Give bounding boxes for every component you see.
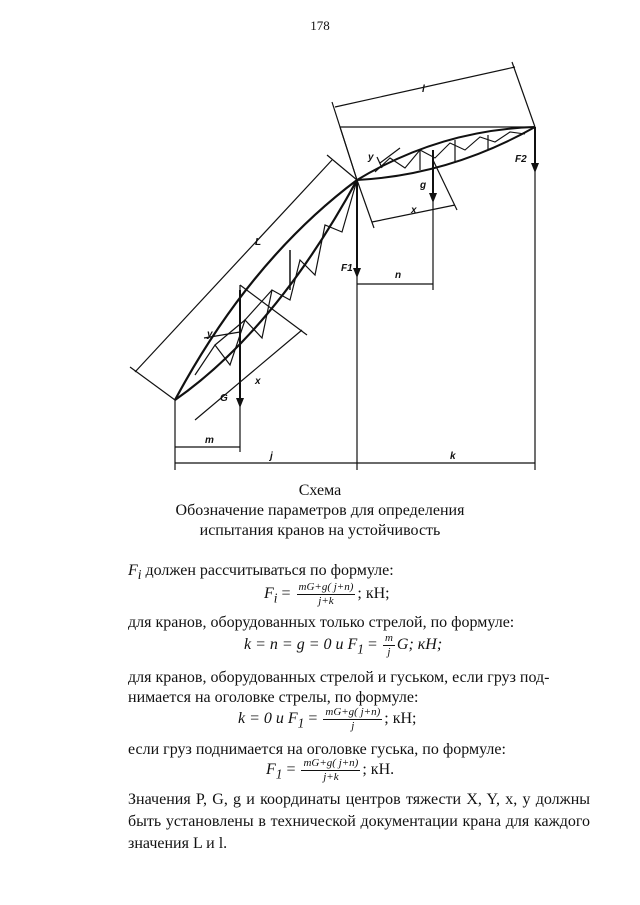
boom-jib-text-2: нимается на оголовке стрелы, по формуле: — [128, 689, 419, 706]
label-m: m — [205, 435, 214, 446]
label-F2: F2 — [515, 154, 527, 165]
label-j: j — [270, 451, 273, 462]
label-y-top: y — [368, 152, 374, 163]
L-dimension — [135, 160, 332, 372]
intro-text: $F_i$ должен рассчитываться по формуле: — [128, 562, 394, 583]
G-arrowhead — [236, 398, 244, 408]
label-x-boom: x — [255, 376, 261, 387]
caption-line-1: Обозначение параметров для определения — [175, 502, 465, 519]
label-F1: F1 — [341, 263, 353, 274]
l-dimension — [335, 67, 515, 107]
label-g: g — [420, 180, 427, 191]
caption-title: Схема — [298, 482, 342, 499]
label-G: G — [220, 393, 228, 404]
label-x-top: x — [411, 205, 417, 216]
boom-only-text: для кранов, оборудованных только стрелой, по формуле: — [128, 614, 515, 631]
caption-line-2: испытания кранов на устойчивость — [199, 522, 441, 539]
formula-2: k = n = g = 0 и $F_1$ = $\frac{m}{j}$ G; кН; — [244, 632, 443, 658]
intro-var: F — [128, 562, 138, 579]
label-l: l — [422, 84, 425, 95]
boom-jib-text-1: для кранов, оборудованных стрелой и гуськом, если груз под- — [128, 669, 550, 686]
label-y-boom: y — [207, 329, 213, 340]
formula-3: k = 0 и $F_1$ = $\frac{mG+g( j+n)}{j}$ ; кН; — [238, 706, 417, 732]
page-number: 178 — [310, 18, 330, 33]
label-k: k — [450, 451, 456, 462]
F1-arrowhead — [353, 268, 361, 278]
formula-4: $F_1$ = $\frac{mG+g( j+n)}{j+k}$ ; кН. — [266, 757, 395, 783]
label-n: n — [395, 270, 402, 281]
jib-head-text: если груз поднимается на оголовке гуська, по формуле: — [128, 741, 506, 758]
label-L: L — [255, 237, 262, 248]
g-arrowhead — [429, 193, 437, 203]
final-paragraph: Значения P, G, g и координаты центров тяжести X, Y, x, y должны быть установлены в технической документации крана для каждого значения L и l. — [128, 791, 590, 852]
formula-1: $F_i$ = $\frac{mG+g( j+n)}{j+k}$ ; кН; — [264, 581, 390, 607]
F2-arrowhead — [531, 163, 539, 173]
